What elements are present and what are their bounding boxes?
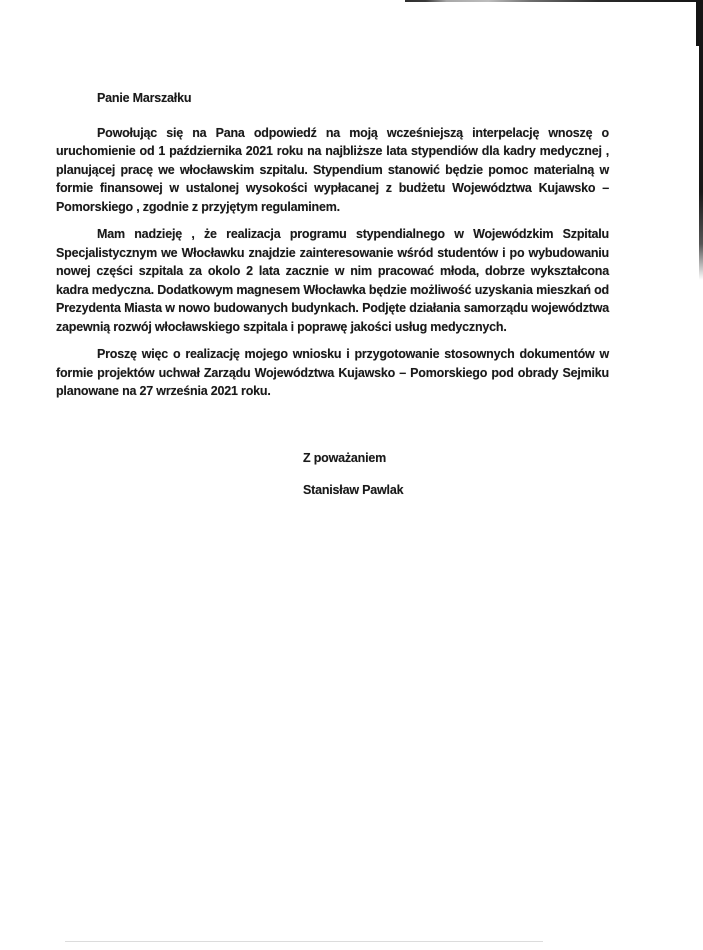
salutation: Panie Marszałku (97, 91, 192, 105)
closing-phrase: Z poważaniem (303, 450, 387, 465)
scan-artifact-right-edge (699, 4, 703, 280)
letter-body (56, 89, 609, 500)
paragraph-2: Mam nadzieję , że realizacja programu stypendialnego w Wojewódzkim Szpitalu Specjalistycznym we Włocławku znajdzie zainteresowanie wśród studentów i po wybudowaniu nowej części szpitala za okolo 2 lata zacznie w nim pracować młoda, dobrze wykształcona kadra medyczna. Dodatkowym magnesem Włocławka będzie możliwość uzyskania mieszkań od Prezydenta Miasta w nowo budowanych budynkach. Podjęte działania samorządu województwa zapewnią rozwój włocławskiego szpitala i poprawę jakości usług medycznych. (56, 227, 609, 334)
scan-artifact-bottom-line (65, 941, 543, 942)
paragraph-3: Proszę więc o realizację mojego wniosku i przygotowanie stosownych dokumentów w formie projektów uchwał Zarządu Województwa Kujawsko – Pomorskiego pod obrady Sejmiku planowane na 27 września 2021 roku. (56, 347, 609, 398)
signature-name: Stanisław Pawlak (303, 483, 404, 497)
paragraph-1: Powołując się na Pana odpowiedź na moją wcześniejszą interpelację wnoszę o uruchomienie od 1 października 2021 roku na najbliższe lata stypendiów dla kadry medycznej , planującej pracę we włocławskim szpitalu. Stypendium stanowić będzie pomoc materialną w formie finansowej w ustalonej wysokości wypłacanej z budżetu Województwa Kujawsko – Pomorskiego , zgodnie z przyjętym regulaminem. (56, 125, 609, 214)
scan-artifact-top-edge (405, 0, 703, 2)
closing-block (303, 449, 609, 500)
